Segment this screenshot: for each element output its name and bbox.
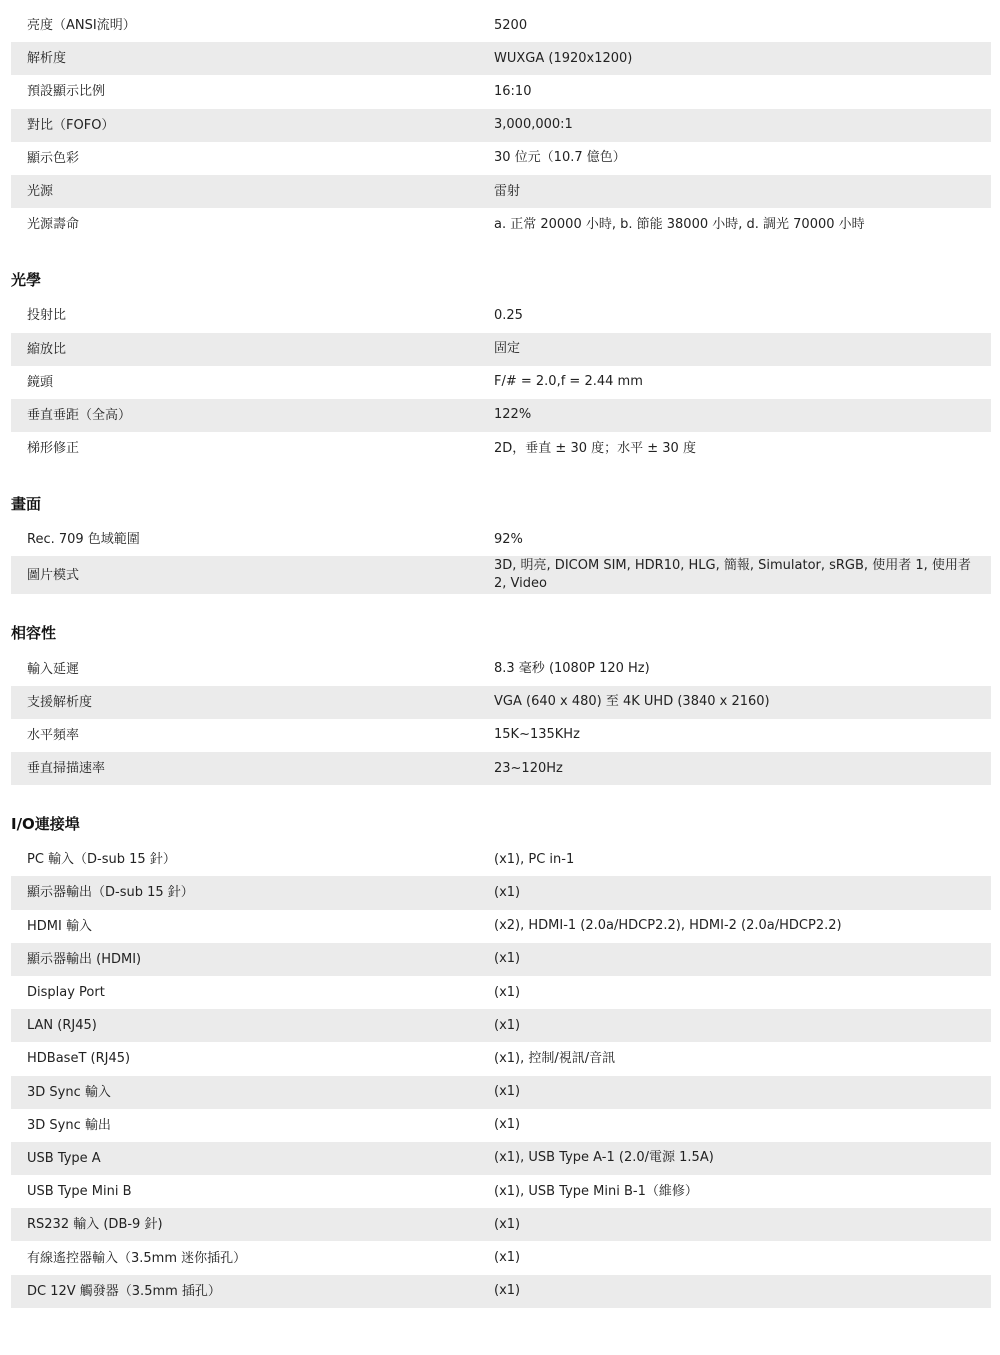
spec-row	[11, 432, 991, 465]
spec-row	[11, 1275, 991, 1308]
spec-value: (x1), PC in-1	[494, 851, 575, 867]
spec-label: 3D Sync 輸入	[27, 1084, 111, 1100]
section-heading: 畫面	[11, 495, 42, 514]
spec-value: (x1), 控制/視訊/音訊	[494, 1050, 616, 1066]
spec-label: 縮放比	[27, 341, 67, 357]
spec-row	[11, 42, 991, 75]
spec-label: PC 輸入（D-sub 15 針）	[27, 852, 176, 868]
spec-row	[11, 1241, 991, 1274]
spec-section	[0, 241, 1000, 465]
spec-row	[11, 686, 991, 719]
spec-value: 3D, 明亮, DICOM SIM, HDR10, HLG, 簡報, Simulator, sRGB, 使用者 1, 使用者 2, Video	[494, 558, 971, 592]
spec-section	[0, 594, 1000, 785]
spec-label: Display Port	[27, 985, 105, 1001]
spec-row	[11, 208, 991, 241]
spec-row	[11, 109, 991, 142]
spec-value: (x1)	[494, 1117, 521, 1133]
spec-section	[0, 9, 1000, 241]
spec-label: 3D Sync 輸出	[27, 1117, 111, 1133]
spec-label: 光源	[27, 184, 54, 200]
spec-row	[11, 175, 991, 208]
spec-value: 固定	[494, 341, 521, 357]
spec-row	[11, 876, 991, 909]
spec-value: 92%	[494, 531, 523, 547]
spec-value: 2D，垂直 ± 30 度；水平 ± 30 度	[494, 440, 696, 456]
spec-value: 23~120Hz	[494, 760, 563, 776]
spec-row	[11, 910, 991, 943]
spec-row	[11, 719, 991, 752]
spec-row	[11, 1175, 991, 1208]
spec-value: (x1)	[494, 984, 521, 1000]
spec-label: DC 12V 觸發器（3.5mm 插孔）	[27, 1283, 221, 1299]
spec-label: 預設顯示比例	[27, 84, 106, 100]
section-heading: I/O連接埠	[11, 815, 80, 834]
spec-row	[11, 843, 991, 876]
spec-label: HDMI 輸入	[27, 918, 92, 934]
spec-value: (x1)	[494, 1216, 521, 1232]
spec-label: 顯示器輸出 (HDMI)	[27, 951, 142, 967]
spec-row	[11, 75, 991, 108]
spec-row	[11, 652, 991, 685]
spec-label: 圖片模式	[27, 567, 80, 583]
spec-value: (x1)	[494, 1017, 521, 1033]
spec-row	[11, 1009, 991, 1042]
section-heading: 相容性	[11, 624, 57, 643]
spec-row	[11, 752, 991, 785]
spec-value: (x1), USB Type Mini B-1（維修）	[494, 1183, 698, 1199]
section-heading: 光學	[11, 271, 42, 290]
spec-row	[11, 1208, 991, 1241]
spec-row	[11, 523, 991, 556]
spec-row	[11, 142, 991, 175]
spec-value: 5200	[494, 17, 528, 33]
spec-label: 亮度（ANSI流明）	[27, 18, 136, 34]
spec-label: 垂直垂距（全高）	[27, 407, 132, 423]
spec-value: F/# = 2.0,f = 2.44 mm	[494, 374, 643, 390]
spec-label: 垂直掃描速率	[27, 761, 106, 777]
spec-label: 顯示色彩	[27, 150, 80, 166]
spec-row	[11, 366, 991, 399]
spec-row	[11, 1109, 991, 1142]
spec-value: VGA (640 x 480) 至 4K UHD (3840 x 2160)	[494, 694, 770, 710]
spec-value: 122%	[494, 407, 532, 423]
spec-label: HDBaseT (RJ45)	[27, 1051, 131, 1067]
spec-label: 解析度	[27, 51, 67, 67]
spec-label: RS232 輸入 (DB-9 針)	[27, 1217, 163, 1233]
spec-value: (x1)	[494, 951, 521, 967]
spec-row	[11, 976, 991, 1009]
spec-value: (x2), HDMI-1 (2.0a/HDCP2.2), HDMI-2 (2.0a/HDCP2.2)	[494, 918, 842, 934]
spec-row	[11, 299, 991, 332]
spec-value: a. 正常 20000 小時, b. 節能 38000 小時, d. 調光 70000 小時	[494, 216, 865, 232]
spec-value: 3,000,000:1	[494, 117, 573, 133]
spec-value: 0.25	[494, 307, 523, 323]
spec-section	[0, 785, 1000, 1308]
spec-value: (x1), USB Type A-1 (2.0/電源 1.5A)	[494, 1150, 714, 1166]
spec-value: (x1)	[494, 1084, 521, 1100]
spec-label: 對比（FOFO）	[27, 117, 115, 133]
spec-value: WUXGA (1920x1200)	[494, 50, 633, 66]
spec-label: Rec. 709 色域範圍	[27, 532, 140, 548]
spec-row	[11, 1042, 991, 1075]
spec-row	[11, 9, 991, 42]
spec-label: 鏡頭	[27, 374, 54, 390]
spec-value: (x1)	[494, 884, 521, 900]
spec-label: USB Type A	[27, 1150, 101, 1166]
spec-row	[11, 1142, 991, 1175]
spec-label: 輸入延遲	[27, 661, 80, 677]
spec-label: 支援解析度	[27, 694, 93, 710]
spec-row	[11, 943, 991, 976]
spec-value: (x1)	[494, 1250, 521, 1266]
spec-label: 有線遙控器輸入（3.5mm 迷你插孔）	[27, 1250, 247, 1266]
spec-value: 15K~135KHz	[494, 727, 580, 743]
spec-row	[11, 556, 991, 594]
spec-label: 梯形修正	[27, 441, 80, 457]
spec-section	[0, 465, 1000, 594]
spec-row	[11, 399, 991, 432]
spec-value: 雷射	[494, 183, 521, 199]
spec-label: 水平頻率	[27, 727, 80, 743]
spec-label: LAN (RJ45)	[27, 1018, 97, 1034]
spec-label: 光源壽命	[27, 217, 80, 233]
spec-row	[11, 1076, 991, 1109]
spec-value: (x1)	[494, 1283, 521, 1299]
spec-label: 顯示器輸出（D-sub 15 針）	[27, 885, 194, 901]
spec-value: 30 位元（10.7 億色）	[494, 150, 626, 166]
spec-label: USB Type Mini B	[27, 1184, 132, 1200]
spec-value: 16:10	[494, 83, 532, 99]
spec-value: 8.3 毫秒 (1080P 120 Hz)	[494, 661, 650, 677]
spec-label: 投射比	[27, 308, 67, 324]
spec-row	[11, 333, 991, 366]
